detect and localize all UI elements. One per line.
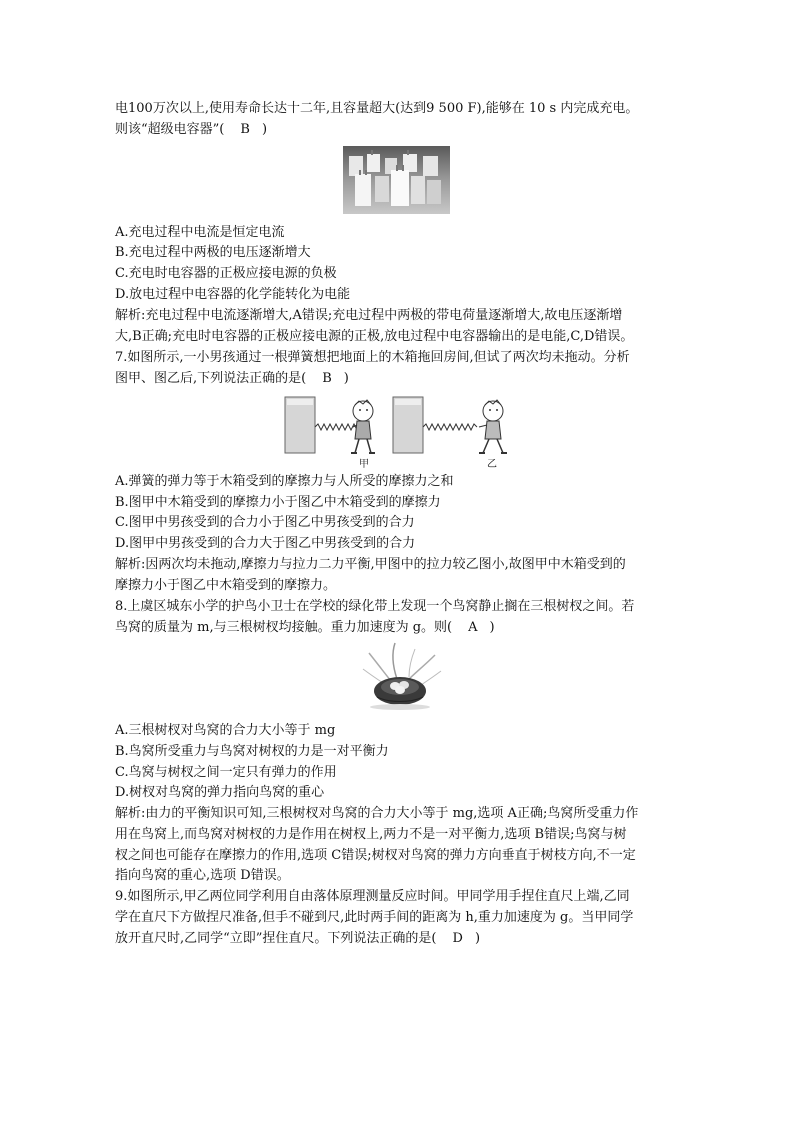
q6-answer: B xyxy=(240,122,250,137)
q9-stem-suffix: ) xyxy=(474,931,481,946)
q8-stem-prefix: 鸟窝的质量为 m,与三根树杈均接触。重力加速度为 g。则( xyxy=(115,620,453,635)
q8-analysis-line1: 解析:由力的平衡知识可知,三根树杈对鸟窝的合力大小等于 mg,选项 A正确;鸟窝所受重力作 xyxy=(115,806,639,821)
supercapacitor-photo xyxy=(343,146,450,214)
q9-stem-line1: 9.如图所示,甲乙两位同学利用自由落体原理测量反应时间。甲同学用手捏住直尺上端,乙同 xyxy=(115,889,630,904)
q8-analysis-line2: 用在鸟窝上,而鸟窝对树杈的力是作用在树杈上,两力不是一对平衡力,选项 B错误;鸟窝与树 xyxy=(115,827,627,842)
q6-analysis-line2: 大,B正确;充电时电容器的正极应接电源的正极,放电过程中电容器输出的是电能,C,D错误。 xyxy=(115,329,634,344)
q6-stem-prefix: 则该“超级电容器”( xyxy=(115,122,225,137)
q7-answer: B xyxy=(322,371,332,386)
bird-nest-figure xyxy=(355,641,445,713)
q6-stem-line1: 电100万次以上,使用寿命长达十二年,且容量超大(达到9 500 F),能够在 10 s 内完成充电。 xyxy=(115,101,639,116)
q6-option-d: D.放电过程中电容器的化学能转化为电能 xyxy=(115,287,351,302)
q9-answer: D xyxy=(452,931,463,946)
q7-stem-suffix: ) xyxy=(343,371,349,386)
q6-stem-line2 xyxy=(115,120,685,140)
q8-option-b: B.鸟窝所受重力与鸟窝对树杈的力是一对平衡力 xyxy=(115,744,389,759)
q6-option-a: A.充电过程中电流是恒定电流 xyxy=(115,225,285,240)
q8-stem-suffix: ) xyxy=(489,620,495,635)
q7-option-b: B.图甲中木箱受到的摩擦力小于图乙中木箱受到的摩擦力 xyxy=(115,495,441,510)
q8-option-a: A.三根树杈对鸟窝的合力大小等于 mg xyxy=(115,723,336,738)
q8-option-d: D.树杈对鸟窝的弹力指向鸟窝的重心 xyxy=(115,785,325,800)
q9-stem-prefix: 放开直尺时,乙同学“立即”捏住直尺。下列说法正确的是( xyxy=(115,931,437,946)
q8-stem-line1: 8.上虞区城东小学的护鸟小卫士在学校的绿化带上发现一个鸟窝静止搁在三根树杈之间。若 xyxy=(115,599,635,614)
figure-label-yi: 乙 xyxy=(487,459,497,470)
figure-label-jia: 甲 xyxy=(359,459,369,470)
figure-jia xyxy=(285,397,375,453)
q8-analysis-line4: 指向鸟窝的重心,选项 D错误。 xyxy=(115,868,290,883)
q8-analysis-line3: 杈之间也可能存在摩擦力的作用,选项 C错误;树杈对鸟窝的弹力方向垂直于树枝方向,不一定 xyxy=(115,848,636,863)
q9-stem-line3 xyxy=(115,929,685,949)
q6-stem-suffix: ) xyxy=(261,122,268,137)
q7-option-a: A.弹簧的弹力等于木箱受到的摩擦力与人所受的摩擦力之和 xyxy=(115,474,454,489)
boy-spring-box-figure xyxy=(283,393,513,471)
q7-stem-line2 xyxy=(115,369,685,389)
q8-stem-line2 xyxy=(115,618,685,638)
q7-stem-prefix: 图甲、图乙后,下列说法正确的是( xyxy=(115,371,307,386)
q7-option-d: D.图甲中男孩受到的合力大于图乙中男孩受到的合力 xyxy=(115,536,416,551)
q6-analysis-line1: 解析:充电过程中电流逐渐增大,A错误;充电过程中两极的带电荷量逐渐增大,故电压逐渐增 xyxy=(115,308,623,323)
figure-yi xyxy=(393,397,507,453)
q7-stem-line1: 7.如图所示,一小男孩通过一根弹簧想把地面上的木箱拖回房间,但试了两次均未拖动。分析 xyxy=(115,350,630,365)
q7-analysis-line1: 解析:因两次均未拖动,摩擦力与拉力二力平衡,甲图中的拉力较乙图小,故图甲中木箱受到的 xyxy=(115,557,626,572)
q9-stem-line2: 学在直尺下方做捏尺准备,但手不碰到尺,此时两手间的距离为 h,重力加速度为 g。当甲同学 xyxy=(115,910,634,925)
q6-option-b: B.充电过程中两极的电压逐渐增大 xyxy=(115,245,311,260)
q7-analysis-line2: 摩擦力小于图乙中木箱受到的摩擦力。 xyxy=(115,578,337,593)
q8-answer: A xyxy=(468,620,478,635)
q8-option-c: C.鸟窝与树杈之间一定只有弹力的作用 xyxy=(115,765,337,780)
q7-option-c: C.图甲中男孩受到的合力小于图乙中男孩受到的合力 xyxy=(115,515,415,530)
q6-option-c: C.充电时电容器的正极应接电源的负极 xyxy=(115,266,337,281)
